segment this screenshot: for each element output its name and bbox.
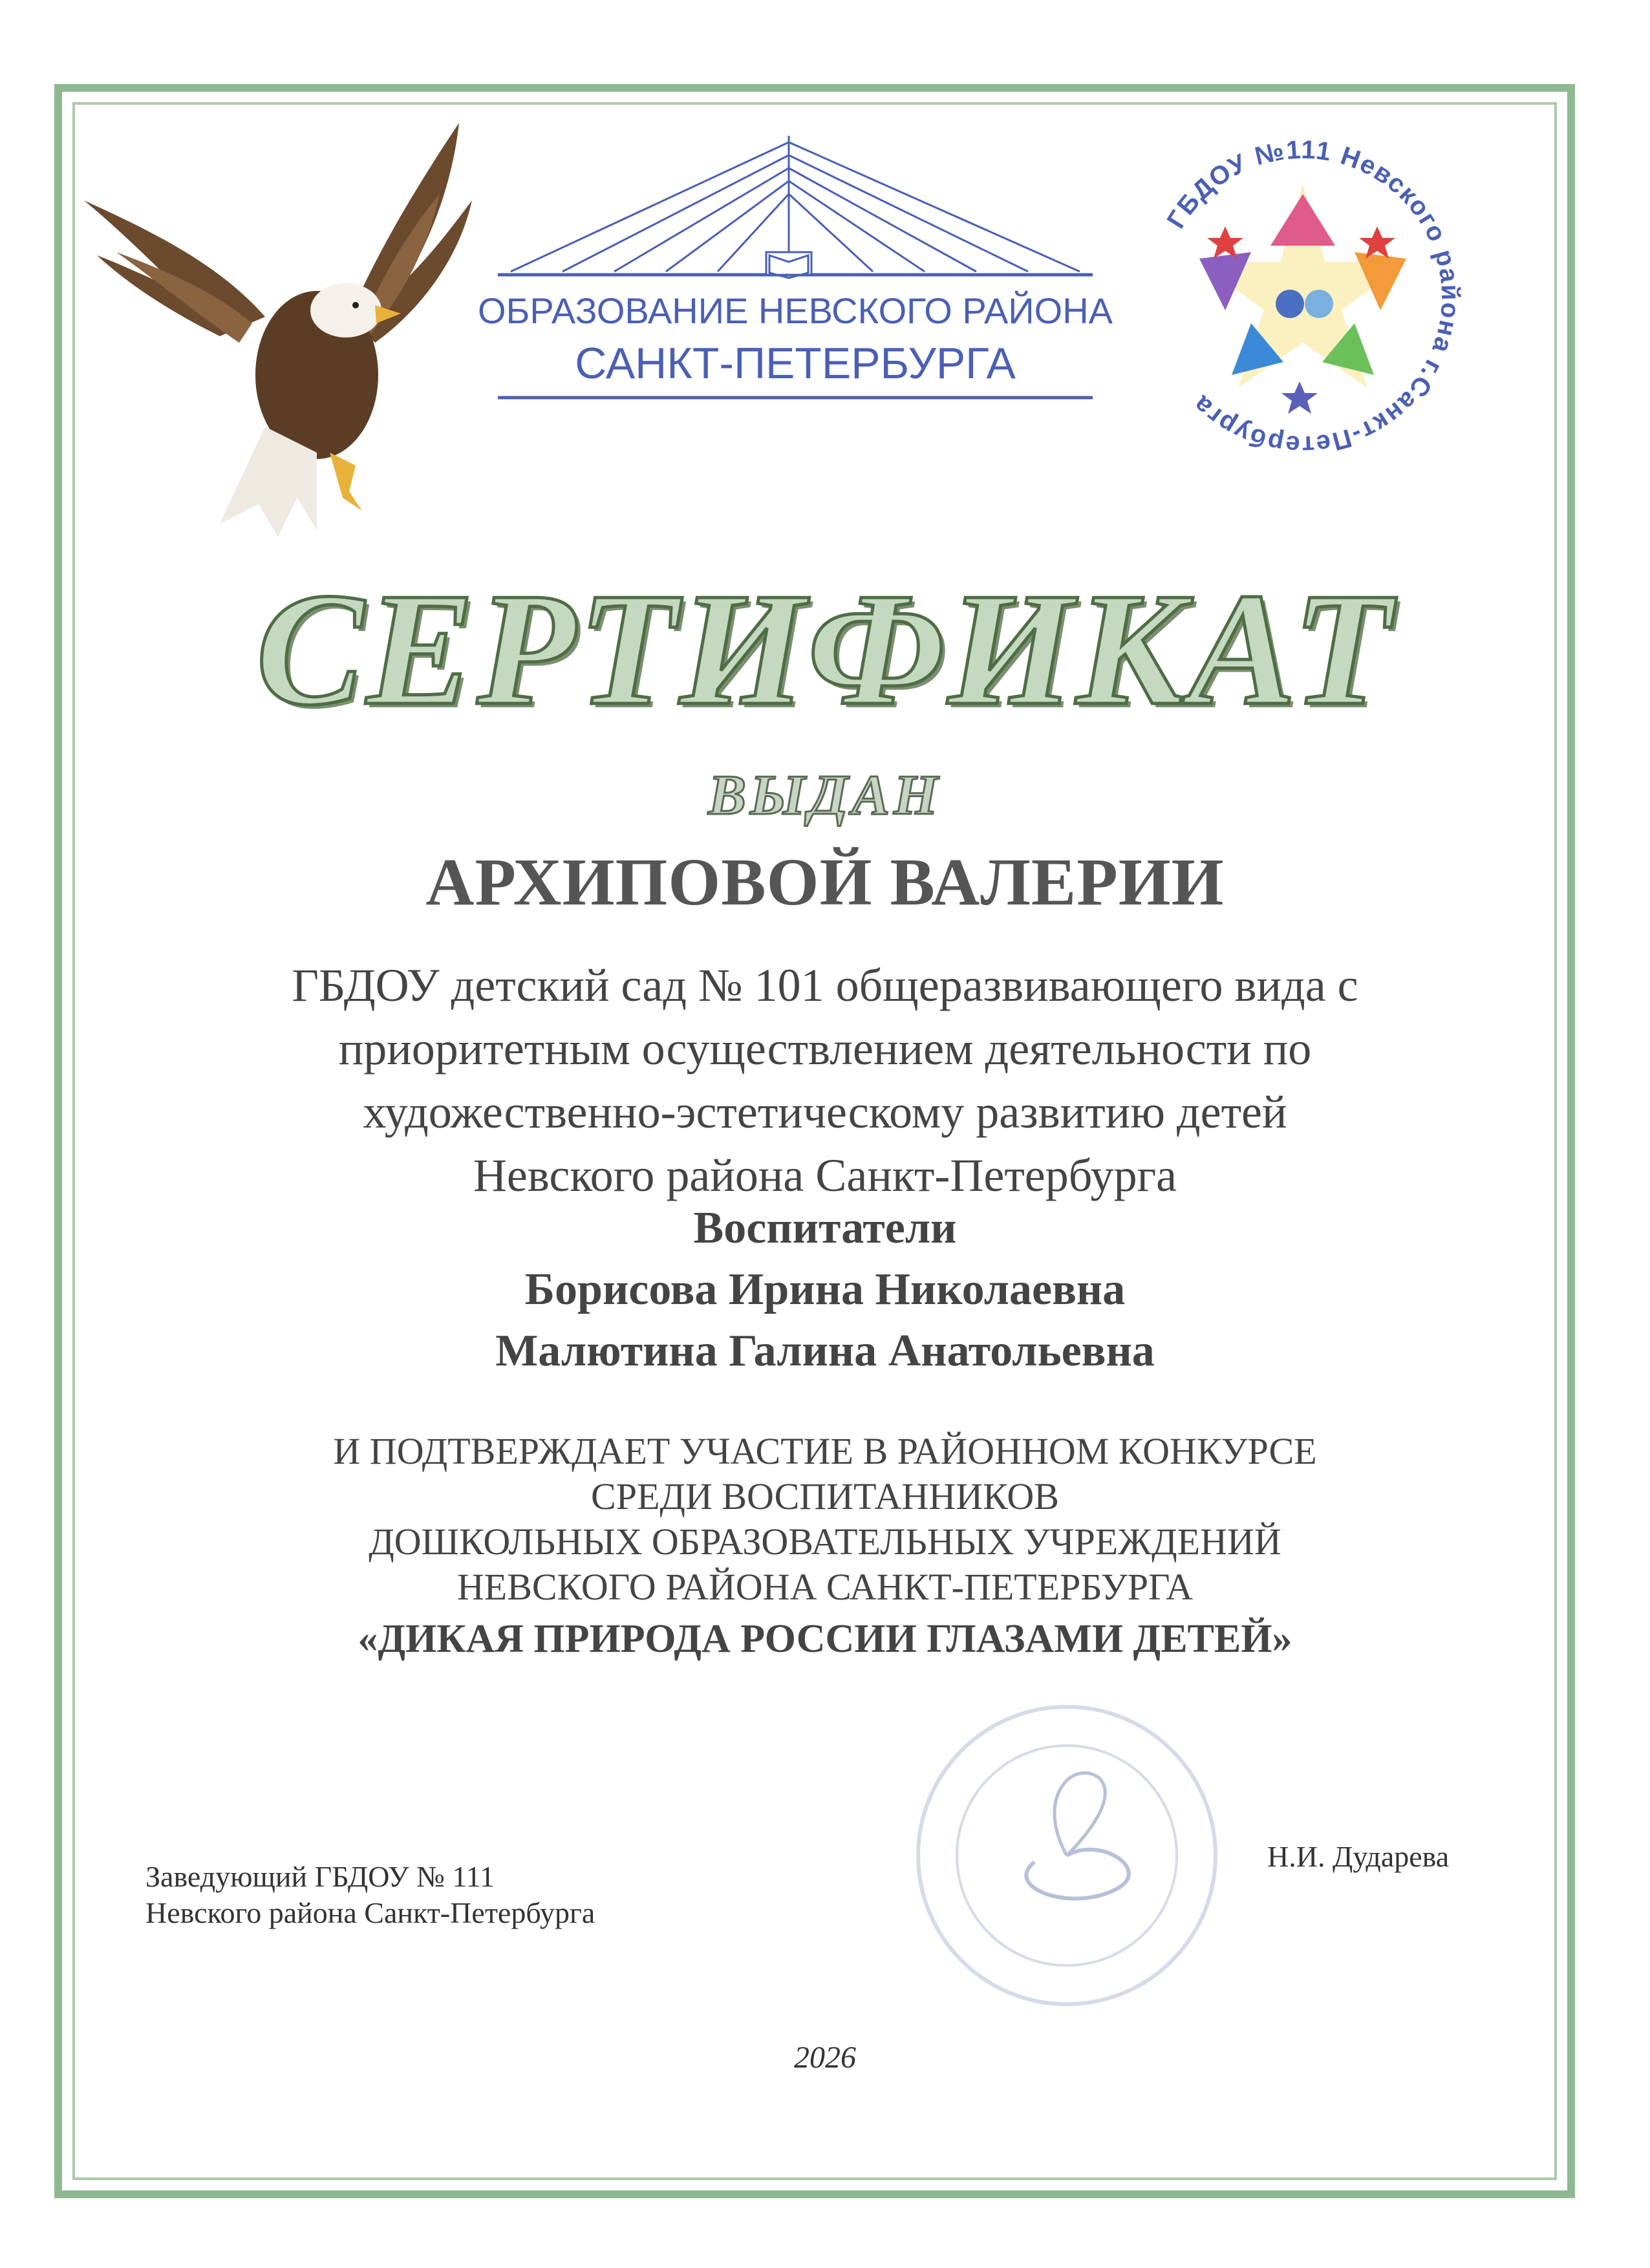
edu-logo-line2: САНКТ-ПЕТЕРБУРГА: [575, 339, 1016, 388]
recipient-name: АРХИПОВОЙ ВАЛЕРИИ: [425, 845, 1225, 919]
org-line: ГБДОУ детский сад № 101 общеразвивающего вида с: [292, 959, 1358, 1011]
kindergarten-111-logo: [1122, 116, 1484, 478]
position-line: Заведующий ГБДОУ № 111: [145, 1860, 495, 1893]
org-line: художественно-эстетическому развитию детей: [363, 1086, 1287, 1138]
signatory-position: [145, 1859, 595, 1931]
confirm-line: ДОШКОЛЬНЫХ ОБРАЗОВАТЕЛЬНЫХ УЧРЕЖДЕНИЙ: [369, 1521, 1281, 1563]
signatory-name: Н.И. Дударева: [1267, 1840, 1450, 1873]
nevsky-education-logo: [472, 129, 1119, 414]
organization-block: [0, 954, 1650, 1207]
eagle-illustration: [71, 103, 485, 543]
role-label: Воспитатели: [693, 1203, 957, 1253]
kg-ring-text: ГБДОУ №111 Невского района г.Санкт-Петербурга: [1161, 135, 1465, 460]
contest-name: «ДИКАЯ ПРИРОДА РОССИИ ГЛАЗАМИ ДЕТЕЙ»: [358, 1617, 1292, 1661]
issued-label: ВЫДАН: [708, 764, 942, 827]
org-line: приоритетным осуществлением деятельности по: [338, 1023, 1312, 1075]
confirm-line: И ПОДТВЕРЖДАЕТ УЧАСТИЕ В РАЙОННОМ КОНКУРСЕ: [333, 1430, 1317, 1472]
teacher-name: Малютина Галина Анатольевна: [495, 1326, 1155, 1376]
official-stamp: [905, 1694, 1228, 2017]
position-line: Невского района Санкт-Петербурга: [145, 1896, 595, 1929]
certificate-year: 2026: [794, 2040, 856, 2075]
confirm-line: СРЕДИ ВОСПИТАННИКОВ: [591, 1475, 1059, 1517]
edu-logo-line1: ОБРАЗОВАНИЕ НЕВСКОГО РАЙОНА: [478, 290, 1113, 331]
confirmation-block: [0, 1429, 1650, 1610]
certificate-title: СЕРТИФИКАТ: [256, 560, 1394, 739]
confirm-line: НЕВСКОГО РАЙОНА САНКТ-ПЕТЕРБУРГА: [456, 1566, 1194, 1608]
teacher-name: Борисова Ирина Николаевна: [524, 1265, 1126, 1314]
org-line: Невского района Санкт-Петербурга: [473, 1150, 1177, 1201]
